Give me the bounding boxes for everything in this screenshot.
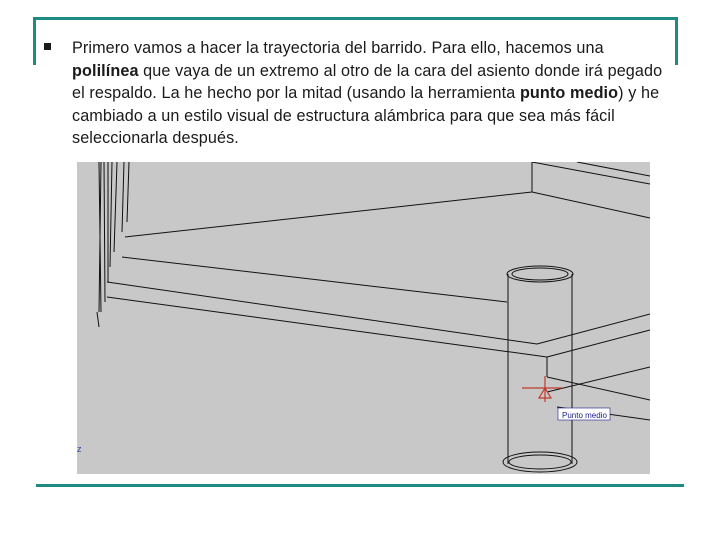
keyword-polilinea: polilínea xyxy=(72,61,139,80)
frame-left-line xyxy=(33,17,36,65)
midpoint-marker-icon xyxy=(522,376,562,402)
tooltip-box xyxy=(558,408,610,420)
seat-edge xyxy=(107,297,547,357)
backrest-edge xyxy=(110,162,112,267)
seat-edge xyxy=(537,314,650,344)
cad-viewport-screenshot[interactable] xyxy=(77,162,650,474)
frame-bottom-line xyxy=(36,484,684,487)
tooltip-text: Punto medio xyxy=(562,411,607,420)
seat-edge xyxy=(125,192,532,237)
backrest-edge xyxy=(104,162,105,302)
leg-top-ellipse-inner xyxy=(512,268,568,280)
seat-edge xyxy=(577,162,650,176)
small-edge xyxy=(97,312,99,327)
text-part-2: que vaya de un extremo al otro de la cara del asiento donde irá pegado el respaldo. La he hecho por la mitad (usando la herramienta xyxy=(72,61,663,102)
ucs-mark: z xyxy=(77,444,82,454)
wireframe-drawing xyxy=(77,162,650,474)
backrest-edge xyxy=(127,162,129,222)
bullet-square-icon xyxy=(44,43,51,50)
seat-edge xyxy=(532,192,650,218)
backrest-edge xyxy=(122,162,124,232)
keyword-punto-medio: punto medio xyxy=(519,84,619,102)
frame-top-line xyxy=(33,17,678,20)
seat-edge xyxy=(547,330,650,357)
leg-bottom-ellipse-inner xyxy=(509,455,571,469)
seat-edge xyxy=(107,282,537,344)
text-part-1: Primero vamos a hacer la trayectoria del barrido. Para ello, hacemos una xyxy=(72,39,604,57)
instruction-paragraph xyxy=(72,37,672,150)
frame-right-line xyxy=(675,17,678,65)
text-part-3: ) y he cambiado a un estilo visual de estructura alámbrica para que sea más fácil seleccionarla después. xyxy=(72,84,660,147)
seat-edge xyxy=(122,257,507,302)
backrest-edge xyxy=(114,162,117,252)
